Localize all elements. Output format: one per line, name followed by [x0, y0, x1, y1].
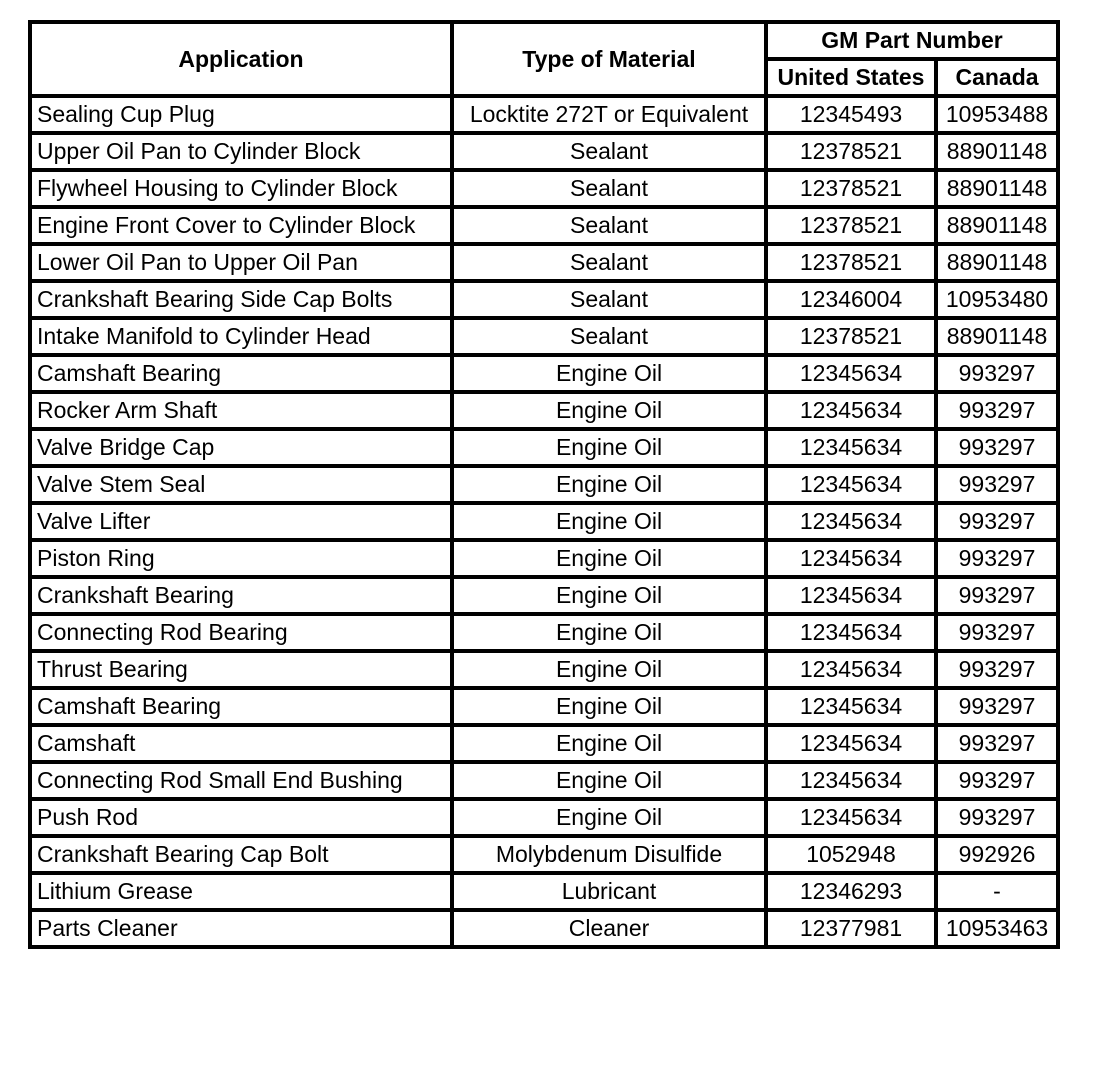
cell-type-of-material: Engine Oil	[452, 392, 766, 429]
cell-part-number-us: 12345634	[766, 799, 936, 836]
cell-application: Flywheel Housing to Cylinder Block	[30, 170, 452, 207]
column-header-united-states: United States	[766, 59, 936, 96]
table-row	[30, 688, 1058, 725]
cell-part-number-us: 12345634	[766, 725, 936, 762]
cell-part-number-canada: 993297	[936, 725, 1058, 762]
cell-part-number-canada: 993297	[936, 540, 1058, 577]
cell-part-number-us: 12345634	[766, 651, 936, 688]
cell-part-number-canada: 10953463	[936, 910, 1058, 947]
cell-part-number-us: 12345634	[766, 577, 936, 614]
cell-application: Piston Ring	[30, 540, 452, 577]
cell-part-number-canada: 993297	[936, 355, 1058, 392]
cell-part-number-canada: 993297	[936, 688, 1058, 725]
table-row	[30, 281, 1058, 318]
cell-type-of-material: Engine Oil	[452, 762, 766, 799]
cell-part-number-canada: 88901148	[936, 318, 1058, 355]
cell-type-of-material: Engine Oil	[452, 355, 766, 392]
cell-part-number-us: 12377981	[766, 910, 936, 947]
table-row	[30, 466, 1058, 503]
column-header-application: Application	[30, 22, 452, 96]
cell-part-number-us: 12345634	[766, 688, 936, 725]
table-row	[30, 725, 1058, 762]
cell-application: Camshaft Bearing	[30, 688, 452, 725]
cell-application: Thrust Bearing	[30, 651, 452, 688]
cell-part-number-canada: 992926	[936, 836, 1058, 873]
table-row	[30, 836, 1058, 873]
cell-part-number-canada: 993297	[936, 503, 1058, 540]
cell-part-number-canada: 993297	[936, 466, 1058, 503]
cell-type-of-material: Cleaner	[452, 910, 766, 947]
table-row	[30, 910, 1058, 947]
cell-application: Push Rod	[30, 799, 452, 836]
cell-type-of-material: Locktite 272T or Equivalent	[452, 96, 766, 133]
cell-part-number-us: 12345634	[766, 503, 936, 540]
cell-application: Rocker Arm Shaft	[30, 392, 452, 429]
cell-type-of-material: Molybdenum Disulfide	[452, 836, 766, 873]
cell-part-number-us: 12345634	[766, 355, 936, 392]
cell-part-number-us: 12378521	[766, 170, 936, 207]
parts-table	[28, 20, 1060, 949]
column-header-canada: Canada	[936, 59, 1058, 96]
cell-application: Upper Oil Pan to Cylinder Block	[30, 133, 452, 170]
cell-type-of-material: Engine Oil	[452, 614, 766, 651]
cell-part-number-us: 12345634	[766, 540, 936, 577]
cell-part-number-canada: 993297	[936, 614, 1058, 651]
header-row-top	[30, 22, 1058, 59]
cell-application: Camshaft	[30, 725, 452, 762]
table-row	[30, 873, 1058, 910]
cell-application: Crankshaft Bearing	[30, 577, 452, 614]
column-header-type-of-material: Type of Material	[452, 22, 766, 96]
cell-part-number-canada: 993297	[936, 392, 1058, 429]
column-group-header-gm-part-number: GM Part Number	[766, 22, 1058, 59]
cell-application: Connecting Rod Small End Bushing	[30, 762, 452, 799]
cell-part-number-us: 12346004	[766, 281, 936, 318]
cell-application: Lithium Grease	[30, 873, 452, 910]
cell-part-number-us: 12345634	[766, 466, 936, 503]
cell-application: Crankshaft Bearing Cap Bolt	[30, 836, 452, 873]
cell-part-number-canada: 88901148	[936, 207, 1058, 244]
cell-part-number-canada: 993297	[936, 799, 1058, 836]
cell-type-of-material: Engine Oil	[452, 799, 766, 836]
cell-type-of-material: Engine Oil	[452, 503, 766, 540]
table-body	[30, 96, 1058, 947]
cell-part-number-us: 12345493	[766, 96, 936, 133]
cell-application: Parts Cleaner	[30, 910, 452, 947]
cell-type-of-material: Engine Oil	[452, 540, 766, 577]
cell-part-number-canada: 88901148	[936, 170, 1058, 207]
cell-part-number-canada: 88901148	[936, 133, 1058, 170]
cell-part-number-canada: 10953488	[936, 96, 1058, 133]
cell-part-number-us: 12345634	[766, 392, 936, 429]
cell-application: Sealing Cup Plug	[30, 96, 452, 133]
cell-part-number-us: 12345634	[766, 429, 936, 466]
cell-application: Lower Oil Pan to Upper Oil Pan	[30, 244, 452, 281]
table-row	[30, 503, 1058, 540]
cell-part-number-canada: 88901148	[936, 244, 1058, 281]
table-row	[30, 207, 1058, 244]
cell-type-of-material: Sealant	[452, 170, 766, 207]
cell-part-number-us: 12378521	[766, 207, 936, 244]
table-row	[30, 392, 1058, 429]
cell-application: Valve Bridge Cap	[30, 429, 452, 466]
cell-part-number-canada: 993297	[936, 429, 1058, 466]
cell-type-of-material: Sealant	[452, 133, 766, 170]
table-row	[30, 429, 1058, 466]
cell-part-number-canada: -	[936, 873, 1058, 910]
cell-type-of-material: Sealant	[452, 244, 766, 281]
cell-application: Camshaft Bearing	[30, 355, 452, 392]
cell-part-number-canada: 993297	[936, 651, 1058, 688]
table-row	[30, 799, 1058, 836]
cell-type-of-material: Engine Oil	[452, 466, 766, 503]
cell-part-number-us: 12346293	[766, 873, 936, 910]
table-row	[30, 651, 1058, 688]
table-row	[30, 577, 1058, 614]
table-row	[30, 170, 1058, 207]
table-header	[30, 22, 1058, 96]
cell-application: Crankshaft Bearing Side Cap Bolts	[30, 281, 452, 318]
cell-part-number-us: 12345634	[766, 614, 936, 651]
cell-part-number-us: 1052948	[766, 836, 936, 873]
table-row	[30, 762, 1058, 799]
cell-part-number-canada: 993297	[936, 762, 1058, 799]
table-row	[30, 133, 1058, 170]
table-row	[30, 96, 1058, 133]
cell-application: Engine Front Cover to Cylinder Block	[30, 207, 452, 244]
cell-type-of-material: Engine Oil	[452, 725, 766, 762]
table-row	[30, 614, 1058, 651]
cell-part-number-us: 12345634	[766, 762, 936, 799]
cell-type-of-material: Sealant	[452, 281, 766, 318]
cell-part-number-canada: 10953480	[936, 281, 1058, 318]
cell-type-of-material: Engine Oil	[452, 577, 766, 614]
cell-application: Intake Manifold to Cylinder Head	[30, 318, 452, 355]
cell-part-number-canada: 993297	[936, 577, 1058, 614]
cell-part-number-us: 12378521	[766, 244, 936, 281]
cell-application: Connecting Rod Bearing	[30, 614, 452, 651]
cell-part-number-us: 12378521	[766, 133, 936, 170]
cell-application: Valve Stem Seal	[30, 466, 452, 503]
cell-type-of-material: Sealant	[452, 318, 766, 355]
table-row	[30, 540, 1058, 577]
cell-application: Valve Lifter	[30, 503, 452, 540]
cell-type-of-material: Sealant	[452, 207, 766, 244]
table-row	[30, 355, 1058, 392]
table-row	[30, 244, 1058, 281]
cell-type-of-material: Engine Oil	[452, 429, 766, 466]
cell-part-number-us: 12378521	[766, 318, 936, 355]
cell-type-of-material: Engine Oil	[452, 688, 766, 725]
cell-type-of-material: Engine Oil	[452, 651, 766, 688]
cell-type-of-material: Lubricant	[452, 873, 766, 910]
table-row	[30, 318, 1058, 355]
